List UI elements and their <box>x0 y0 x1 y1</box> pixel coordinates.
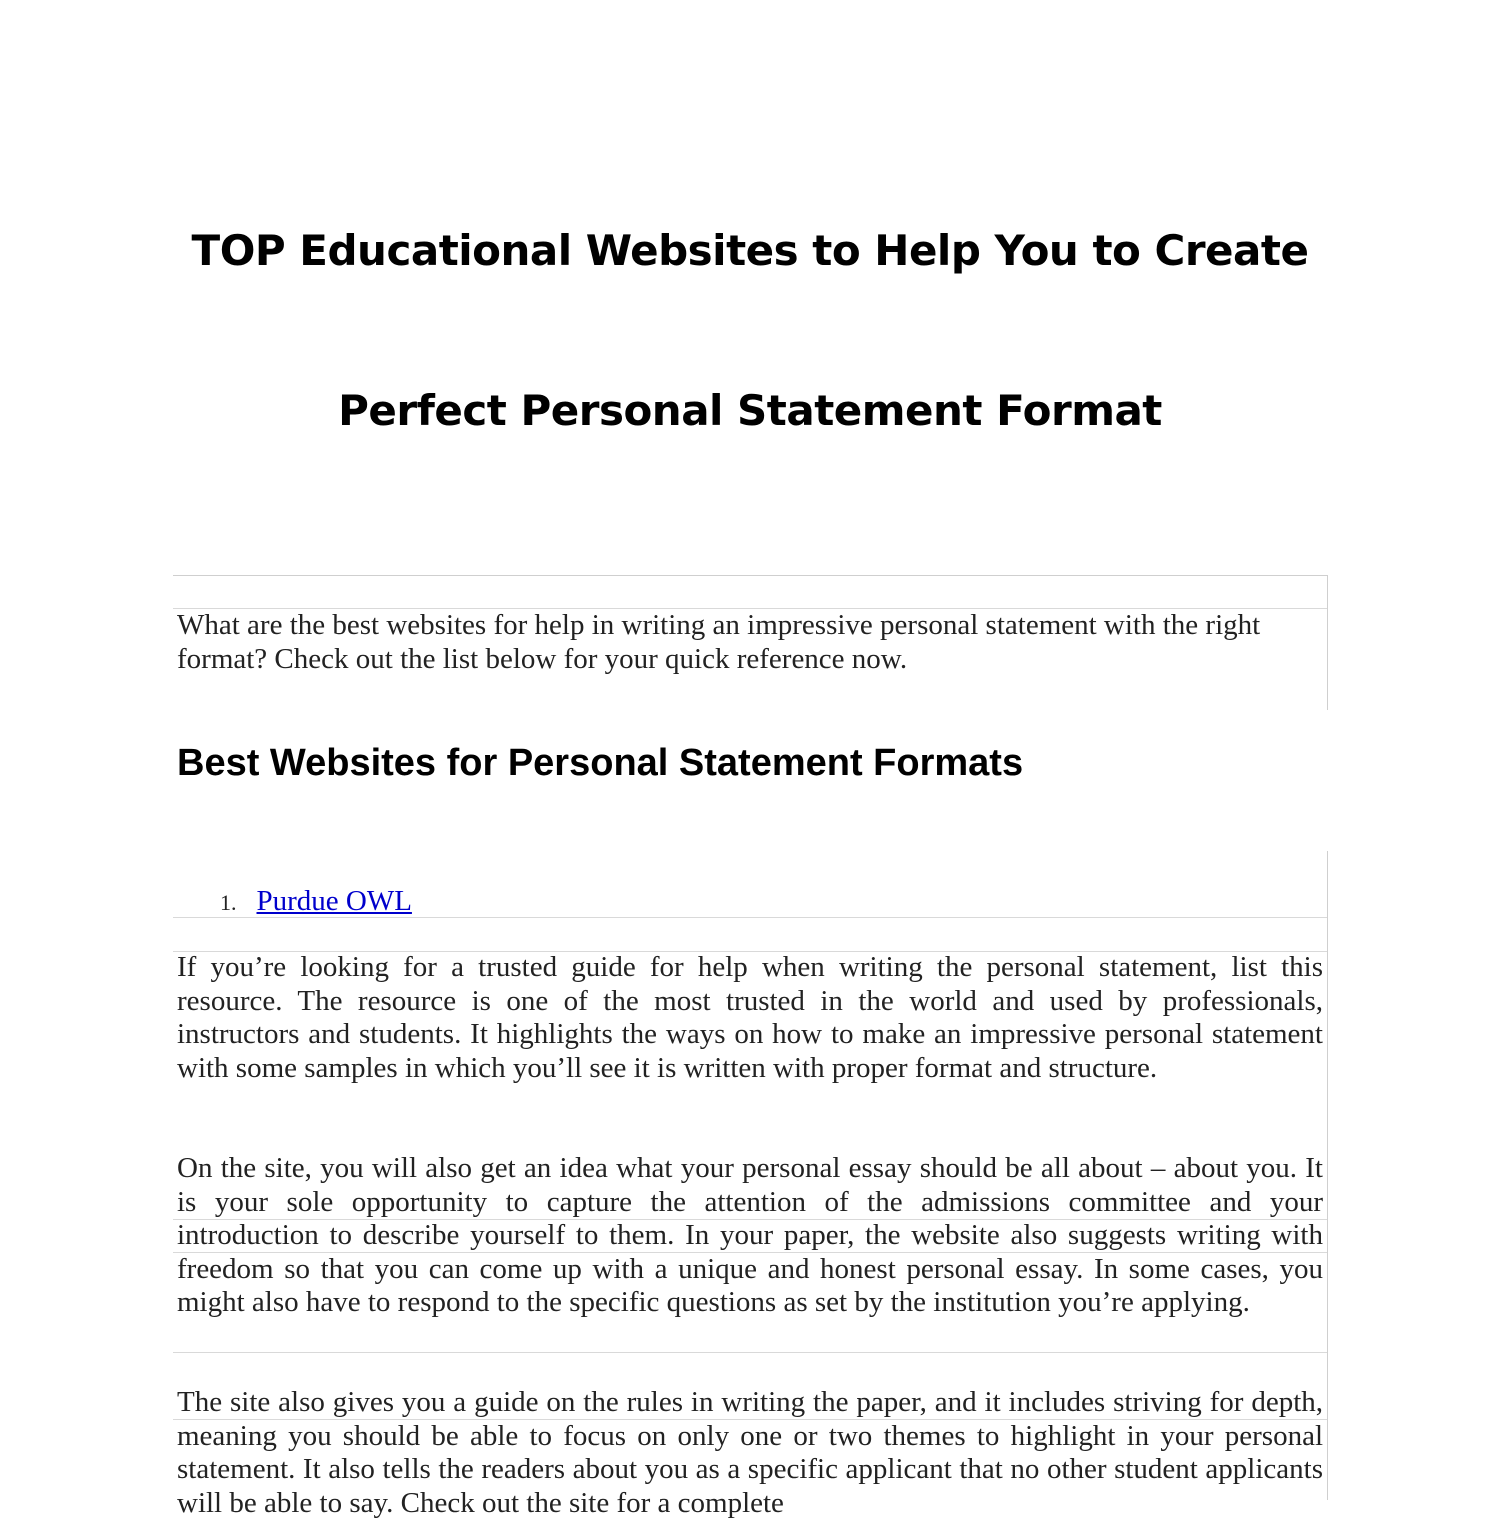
body-paragraph: The site also gives you a guide on the rules in writing the paper, and it includes striving for depth, meaning you should be able to focus on only one or two themes to highlight in your personal statement. It also tells the readers about you as a specific applicant that no other student applicants will be able to say. Check out the site for a complete <box>177 1386 1323 1519</box>
list-item-number: 1. <box>220 890 237 915</box>
body-paragraph: On the site, you will also get an idea what your personal essay should be all about – about you. It is your sole opportunity to capture the attention of the admissions committee and your introduction to describe yourself to them. In your paper, the website also suggests writing with freedom so that you can come up with a unique and honest personal essay. In some cases, you might also have to respond to the specific questions as set by the institution you’re applying. <box>177 1152 1323 1318</box>
document-title-line-2: Perfect Personal Statement Format <box>338 386 1162 435</box>
list-item <box>220 884 412 920</box>
intro-paragraph: What are the best websites for help in writing an impressive personal statement with the right format? Check out the list below for your quick reference now. <box>177 609 1261 675</box>
body-paragraph: If you’re looking for a trusted guide for help when writing the personal statement, list this resource. The resource is one of the most trusted in the world and used by professionals, instructors and students. It highlights the ways on how to make an impressive personal statement with some samples in which you’ll see it is written with proper format and structure. <box>177 951 1323 1084</box>
document-title-line-1: TOP Educational Websites to Help You to Create <box>191 226 1309 275</box>
table-rule <box>173 1352 1327 1353</box>
purdue-owl-link[interactable]: Purdue OWL <box>256 885 412 917</box>
section-heading: Best Websites for Personal Statement Formats <box>177 742 1024 784</box>
